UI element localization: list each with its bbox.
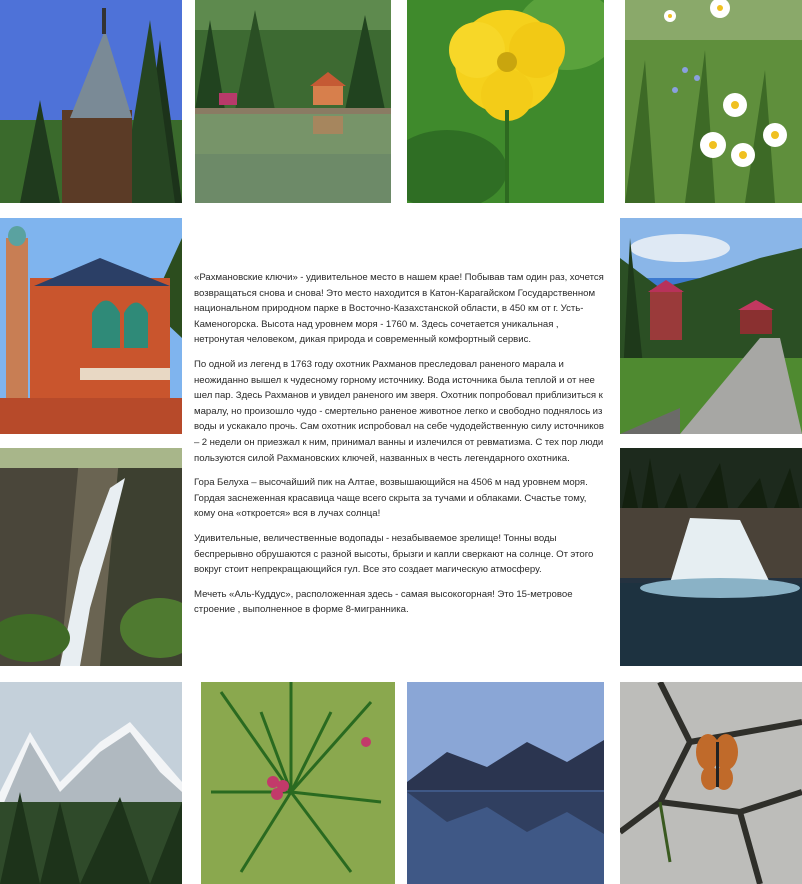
photo-lake-houses [195,0,391,203]
paragraph-waterfalls: Удивительные, величественные водопады - незабываемое зрелище! Тонны воды беспрерывно обрушаются с разной высоты, брызги и капли сверкают на солнце. От этого вокруг стоит непрекращающийся гул. Все это создает магическую атмосферу. [194,532,594,576]
photo-butterfly-stones [620,682,802,884]
photo-waterfall-river [620,448,802,666]
paragraph-belukha: Гора Белуха – высочайший пик на Алтае, возвышающийся на 4506 м над уровнем моря. Гордая заснеженная красавица чаще всего скрыта за тучами и облаками. Счастье тому, кому она «откроется» вся в лучах солнца! [194,477,588,520]
article-text [194,270,608,650]
paragraph-mosque: Мечеть «Аль-Куддус», расположенная здесь - самая высокогорная! Это 15-метровое строение , выполненное в форме 8-мигранника. [194,588,573,616]
photo-waterfall-canyon [0,448,182,666]
daisies-image [625,0,802,203]
waterfall-canyon-image [0,448,182,666]
photo-daisies [625,0,802,203]
waterfall-river-image [620,448,802,666]
pine-needles-image [201,682,395,884]
chalets-path-image [620,218,802,434]
photo-mosque [0,218,182,434]
paragraph-intro: «Рахмановские ключи» - удивительное место в нашем крае! Побывав там один раз, хочется возвращаться снова и снова! Это место находится в Катон-Карагайском Государственном национальном природном парке в Восточно-Казахстанской области, в 450 км от г. Усть-Каменогорска. Высота над уровнем моря - 1760 м. Здесь сочетается уникальная , нетронутая человеком, дикая природа и современный комфортный сервис. [194,272,604,346]
photo-chalets-path [620,218,802,434]
church-tower-image [0,0,182,203]
butterfly-stones-image [620,682,802,884]
yellow-flower-image [407,0,604,203]
paragraph-legend: По одной из легенд в 1763 году охотник Рахманов преследовал раненого марала и неожиданно вышел к чудесному горному источнику. Вода источника была теплой и от нее шел пар. Здесь Рахманов и увидел раненого им зверя. Охотник попробовал приблизиться к маралу, но произошло чудо - смертельно раненое животное легко и свободно поднялось из воды и ускакало прочь. Сам охотник испробовал на себе чудодейственную силу источников – 2 недели он приезжал к ним, принимал ванны и излечился от ревматизма. С тех пор люди пользуются силой Рахмановских ключей, названных в честь легендарного охотника. [194,358,604,464]
photo-yellow-flower [407,0,604,203]
photo-snowy-peaks [0,682,182,884]
photo-church-tower [0,0,182,203]
photo-pine-needles [201,682,395,884]
photo-mountain-lake [407,682,604,884]
lake-houses-image [195,0,391,203]
mosque-image [0,218,182,434]
mountain-lake-image [407,682,604,884]
snowy-peaks-image [0,682,182,884]
